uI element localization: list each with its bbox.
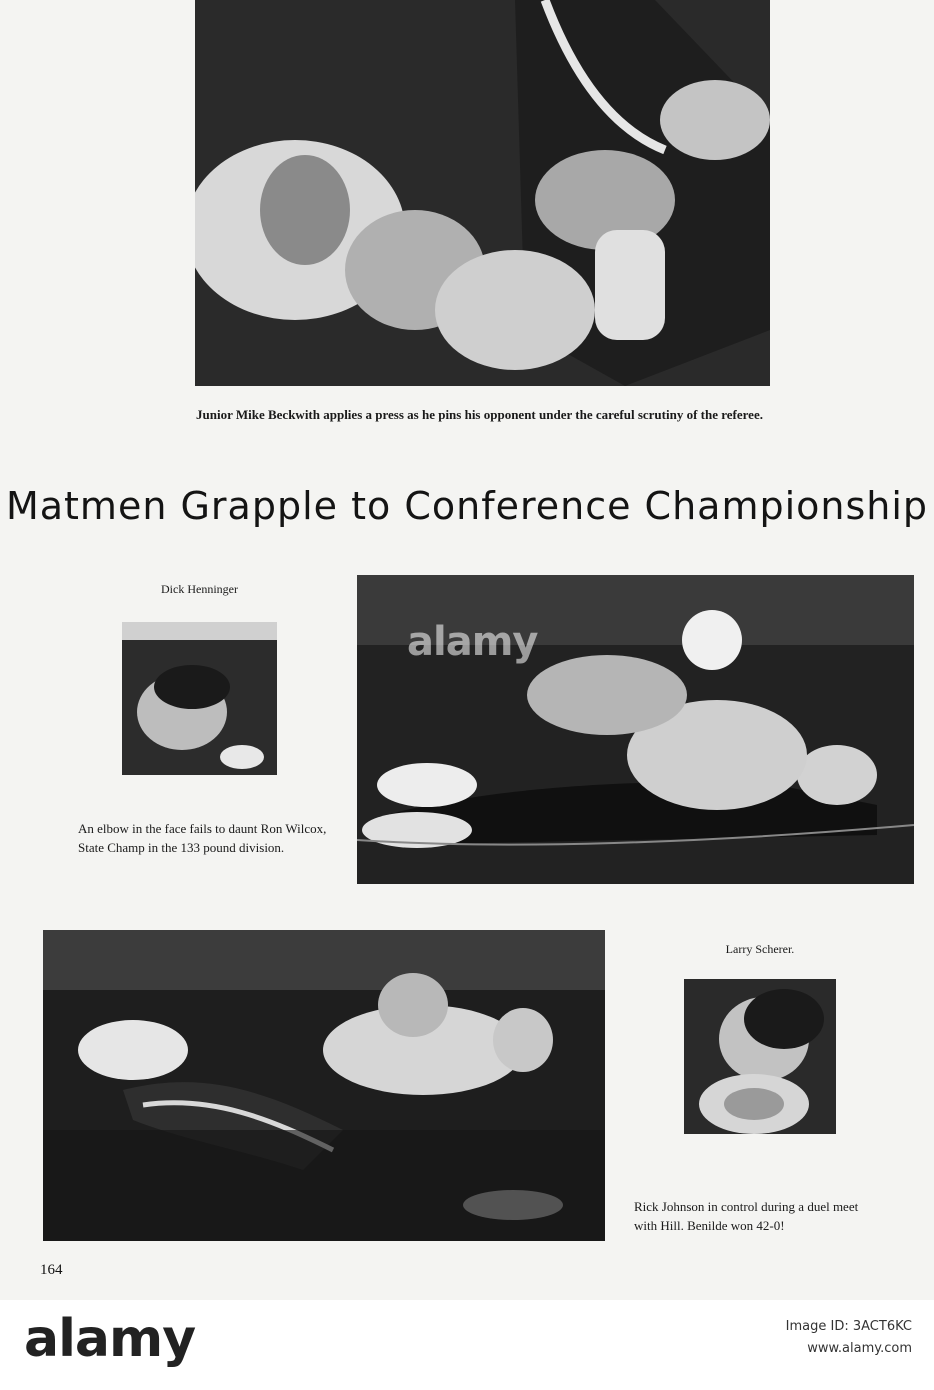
- photo-henninger: [122, 622, 277, 775]
- stock-info: [786, 1316, 912, 1360]
- middle-photo-caption: An elbow in the face fails to daunt Ron Wilcox, State Champ in the 133 pound division.: [78, 821, 327, 855]
- bottom-photo-caption: Rick Johnson in control during a duel meet with Hill. Benilde won 42-0!: [634, 1199, 859, 1233]
- overlay-watermark-middle: alamy: [407, 619, 538, 665]
- scherer-name: Larry Scherer.: [725, 942, 795, 956]
- top-photo-caption: Junior Mike Beckwith applies a press as he pins his opponent under the careful scrutiny of the referee.: [196, 407, 763, 422]
- henninger-name: Dick Henninger: [161, 582, 238, 596]
- henninger-portrait: [122, 622, 277, 775]
- stock-brand-logo: alamy: [24, 1309, 196, 1369]
- scherer-portrait: [684, 979, 836, 1134]
- stock-site: www.alamy.com: [807, 1341, 912, 1356]
- page-title: Matmen Grapple to Conference Championship: [5, 484, 929, 528]
- page-number: 164: [40, 1262, 63, 1278]
- photo-scherer: [684, 979, 836, 1134]
- wrestlers-illustration: [195, 0, 770, 386]
- image-id: Image ID: 3ACT6KC: [785, 1319, 912, 1334]
- johnson-illustration: [43, 930, 605, 1241]
- photo-beckwith-pin: [195, 0, 770, 386]
- photo-johnson-match: [43, 930, 605, 1241]
- photo-wilcox-match: [357, 575, 914, 884]
